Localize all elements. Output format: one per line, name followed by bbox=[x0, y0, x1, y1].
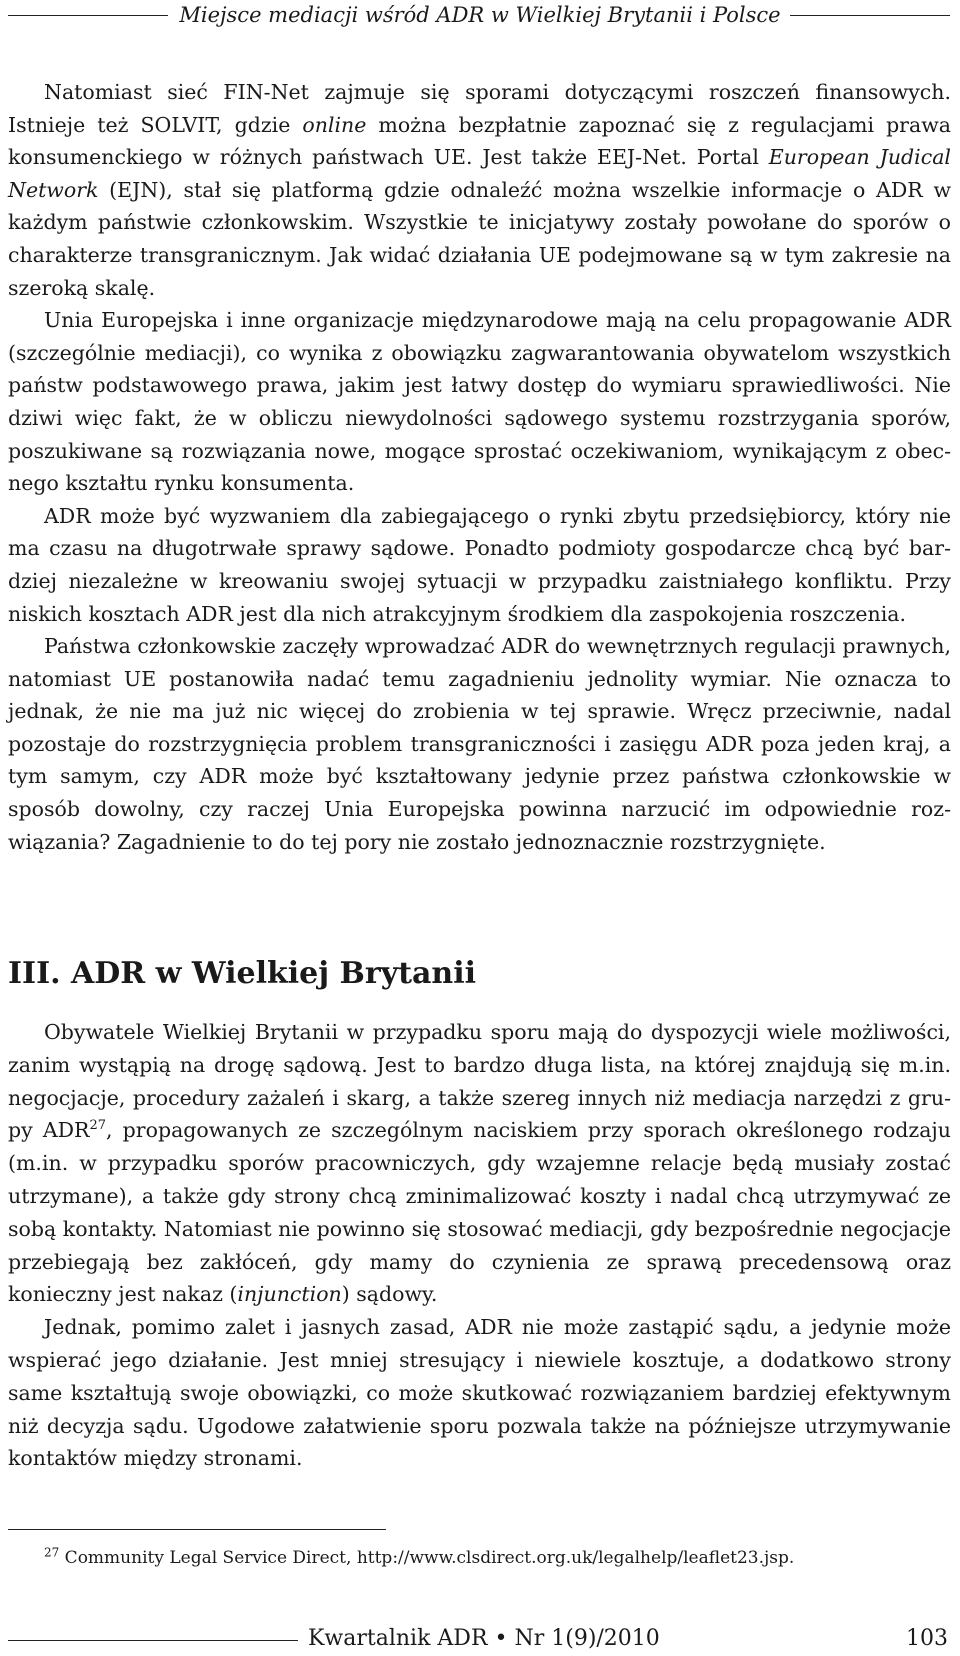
text-run: Natomiast sieć FIN-Net zajmuje się sporami dotyczącymi roszczeń finansowych. Istnieje też SOLVIT, gdzie bbox=[8, 80, 951, 137]
section-heading: III. ADR w Wielkiej Brytanii bbox=[8, 956, 477, 991]
paragraph bbox=[8, 1311, 951, 1475]
paragraph bbox=[8, 630, 951, 858]
text-run: można bezpłatnie zapoznać się z regulacjami prawa konsumenckiego w różnych państwach UE. Jest także EEJ-Net. Portal bbox=[8, 112, 951, 170]
footer-rule bbox=[8, 1640, 298, 1641]
italic-term: European Judical Network bbox=[8, 145, 951, 202]
body-text-bottom bbox=[8, 1016, 951, 1475]
italic-term: online bbox=[302, 112, 367, 137]
footnote-text: Community Legal Service Direct, http://www.clsdirect.org.uk/legalhelp/leaflet23.jsp. bbox=[59, 1548, 795, 1568]
footnote bbox=[44, 1546, 794, 1570]
running-title: Miejsce mediacji wśród ADR w Wielkiej Brytanii i Polsce bbox=[179, 3, 781, 27]
paragraph bbox=[8, 500, 951, 630]
text-run: ) sądowy. bbox=[341, 1282, 438, 1307]
text-run: Unia Europejska i inne organizacje międzynarodowe mają na celu propagowanie ADR (szczególnie mediacji), co wynika z obowiązku zagwarantowania obywatelom wszystkich państw podstawowego prawa, jakim jest łatwy dostęp do wymiaru sprawiedliwości. Nie dziwi więc fakt, że w obliczu niewydolności sądowego systemu rozstrzygania sporów, poszukiwane są rozwiązania nowe, mogące sprostać oczekiwaniom, wynikającym z obecnego kształtu rynku konsumenta. bbox=[8, 308, 951, 496]
text-run: , propagowanych ze szczególnym naciskiem przy sporach określonego rodzaju (m.in. w przypadku sporów pracowniczych, gdy wzajemne relacje będą musiały zostać utrzymane), a także gdy strony chcą zminimalizować koszty i nadal chcą utrzymywać ze sobą kontakty. Natomiast nie powinno się stosować mediacji, gdy bezpośrednie negocjacje przebiegają bez zakłóceń, gdy mamy do czynienia ze sprawą precedensową oraz konieczny jest nakaz ( bbox=[8, 1118, 951, 1307]
paragraph bbox=[8, 76, 951, 304]
header-rule-right bbox=[790, 15, 950, 16]
journal-name: Kwartalnik ADR • Nr 1(9)/2010 bbox=[308, 1626, 660, 1651]
footnote-number: 27 bbox=[44, 1545, 60, 1560]
text-run: (EJN), stał się platformą gdzie odnaleźć można wszelkie informacje o ADR w każdym państwie członkowskim. Wszystkie te inicjatywy zostały powołane do sporów o charakterze transgranicznym. Jak widać działania UE podejmowane są w tym zakresie na szeroką skalę. bbox=[8, 177, 951, 300]
page-footer bbox=[0, 1622, 960, 1656]
text-run: Jednak, pomimo zalet i jasnych zasad, ADR nie może zastąpić sądu, a jedynie może wspierać jego działanie. Jest mniej stresujący i niewiele kosztuje, a dodatkowo strony same kształtują swoje obowiązki, co może skutkować rozwiązaniem bardziej efektywnym niż decyzja sądu. Ugodowe załatwienie sporu pozwala także na późniejsze utrzymywanie kontaktów między stronami. bbox=[8, 1315, 951, 1471]
footnote-reference: 27 bbox=[89, 1118, 107, 1134]
footnote-rule bbox=[8, 1529, 386, 1530]
paragraph bbox=[8, 1016, 951, 1311]
page-number: 103 bbox=[906, 1626, 948, 1651]
paragraph bbox=[8, 304, 951, 500]
text-run: Obywatele Wielkiej Brytanii w przypadku sporu mają do dyspozycji wiele możliwości, zanim wystąpią na drogę sądową. Jest to bardzo długa lista, na której znajdują się m.in. negocjacje, procedury zażaleń i skarg, a także szereg innych niż mediacja narzędzi z grupy ADR bbox=[8, 1020, 951, 1143]
body-text-top bbox=[8, 76, 951, 858]
italic-term: injunction bbox=[237, 1282, 342, 1307]
text-run: Państwa członkowskie zaczęły wprowadzać ADR do wewnętrznych regulacji prawnych, natomiast UE postanowiła nadać temu zagadnieniu jednolity wymiar. Nie oznacza to jednak, że nie ma już nic więcej do zrobienia w tej sprawie. Wręcz przeciwnie, nadal pozostaje do rozstrzygnięcia problem transgraniczności i zasięgu ADR poza jeden kraj, a tym samym, czy ADR może być kształtowany jedynie przez państwa członkowskie w sposób dowolny, czy raczej Unia Europejska powinna narzucić im odpowiednie rozwiązania? Zagadnienie to do tej pory nie zostało jednoznacznie rozstrzygnięte. bbox=[8, 634, 951, 854]
text-run: ADR może być wyzwaniem dla zabiegającego o rynki zbytu przedsiębiorcy, który nie ma czasu na długotrwałe sprawy sądowe. Ponadto podmioty gospodarcze chcą być bardziej niezależne w kreowaniu swojej sytuacji w przypadku zaistniałego konfliktu. Przy niskich kosztach ADR jest dla nich atrakcyjnym środkiem dla zaspokojenia roszczenia. bbox=[8, 503, 951, 626]
running-header bbox=[0, 0, 960, 34]
